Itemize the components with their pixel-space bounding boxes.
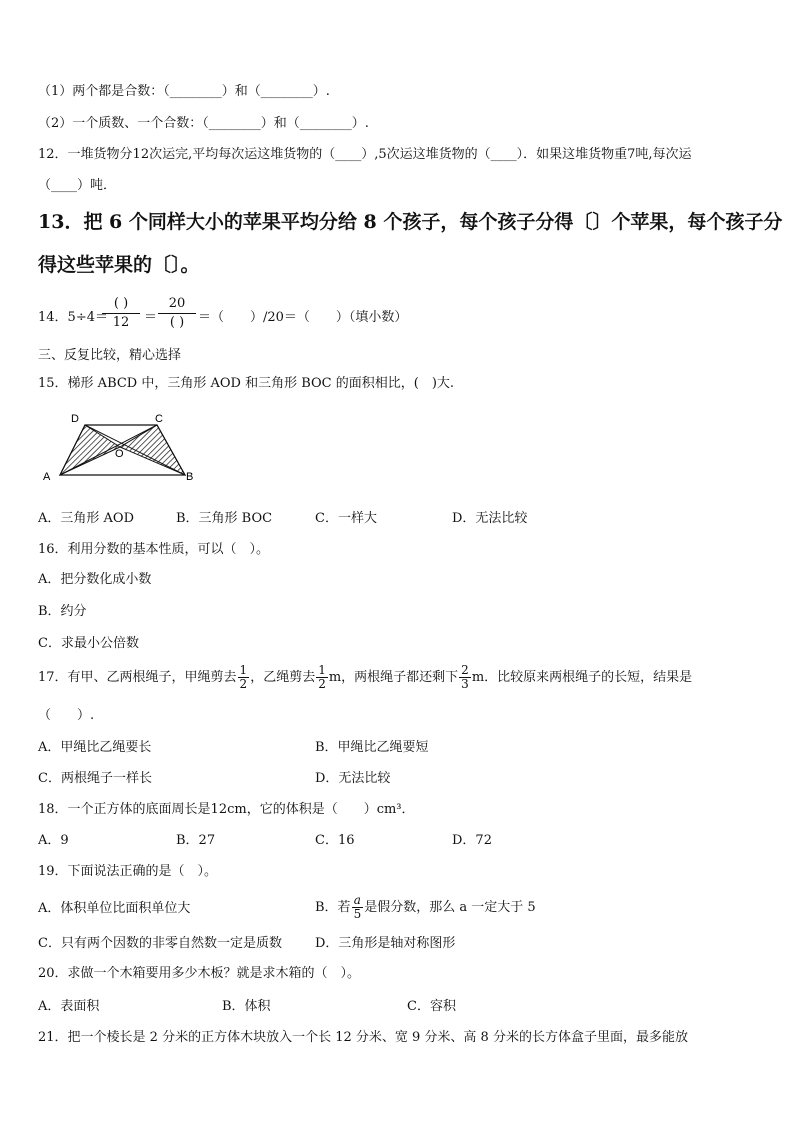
q17-part-1: 17．有甲、乙两根绳子，甲绳剪去	[38, 670, 237, 685]
label-b: B	[186, 471, 194, 483]
q19-option-d: D．三角形是轴对称图形	[315, 936, 456, 951]
q18-option-d: D．72	[452, 833, 492, 848]
q14-f2-numerator: 20	[168, 296, 186, 311]
q19-option-b	[315, 892, 536, 924]
q17-f3-den: 3	[461, 677, 469, 691]
q14-f1-numerator: ( )	[113, 296, 129, 311]
q17-option-b: B．甲绳比乙绳要短	[315, 740, 429, 755]
q14-equals: ＝	[144, 310, 158, 325]
question-19: 19．下面说法正确的是（ ）。	[38, 864, 218, 879]
q17-fraction-3	[459, 664, 471, 691]
q19-b-pre: B．若	[315, 900, 351, 915]
q17-f3-num: 2	[461, 663, 469, 677]
q16-option-c: C．求最小公倍数	[38, 636, 139, 651]
q19-frac-den: 5	[353, 907, 362, 921]
label-c: C	[155, 413, 163, 425]
q17-option-a: A．甲绳比乙绳要长	[38, 740, 152, 755]
q14-tail: ＝（ ）/20＝（ ）（填小数）	[198, 310, 408, 325]
q17-fraction-1	[238, 664, 250, 691]
q16-option-b: B．约分	[38, 604, 87, 619]
q17-f2-den: 2	[318, 677, 326, 691]
line-2: （2）一个质数、一个合数：（________）和（________）.	[38, 116, 369, 131]
label-d: D	[71, 413, 79, 425]
question-12-line-2: （____）吨．	[38, 178, 117, 193]
q14-f2-denominator: ( )	[158, 313, 196, 332]
q14-fraction-1	[102, 295, 140, 332]
q17-f1-den: 2	[239, 677, 248, 691]
triangle-boc	[120, 425, 185, 475]
q17-f1-num: 1	[239, 663, 248, 677]
triangle-aod	[60, 425, 120, 475]
q17-part-3: m，两根绳子都还剩下	[328, 670, 459, 685]
q14-fraction-2	[158, 295, 196, 332]
q15-option-b: B．三角形 BOC	[176, 511, 273, 526]
q17-part-4: m．比较原来两根绳子的长短，结果是	[471, 670, 693, 685]
section-3-heading: 三、反复比较，精心选择	[38, 348, 182, 363]
line-1: （1）两个都是合数：（________）和（________）.	[38, 84, 330, 99]
question-17-line-1	[38, 662, 692, 694]
q15-option-c: C．一样大	[315, 511, 377, 526]
q20-option-c: C．容积	[407, 999, 456, 1014]
q20-option-b: B．体积	[222, 999, 271, 1014]
label-a: A	[43, 471, 51, 483]
q16-option-a: A．把分数化成小数	[38, 572, 152, 587]
question-15: 15．梯形 ABCD 中，三角形 AOD 和三角形 BOC 的面积相比，( )大.	[38, 376, 455, 391]
question-12-line-1: 12．一堆货物分12次运完,平均每次运这堆货物的（____）,5次运这堆货物的（____）．如果这堆货物重7吨,每次运	[38, 147, 692, 162]
trapezoid-diagram	[40, 410, 200, 486]
q19-option-c: C．只有两个因数的非零自然数一定是质数	[38, 936, 282, 951]
q17-option-c: C．两根绳子一样长	[38, 771, 152, 786]
q17-fraction-2	[316, 664, 328, 691]
q19-b-post: 是假分数，那么 a 一定大于 5	[364, 900, 536, 915]
label-o: O	[115, 448, 124, 460]
q17-part-2: ，乙绳剪去	[250, 670, 316, 685]
question-17-line-2: （ ）.	[38, 708, 95, 723]
question-16: 16．利用分数的基本性质，可以（ ）。	[38, 542, 270, 557]
q18-option-b: B．27	[176, 833, 216, 848]
q17-option-d: D．无法比较	[315, 771, 391, 786]
q19-fraction	[352, 894, 364, 921]
question-13-line-2: 得这些苹果的〔〕。	[38, 254, 200, 276]
q14-f1-denominator: 12	[102, 313, 140, 332]
q19-option-a: A．体积单位比面积单位大	[38, 901, 191, 916]
q20-option-a: A．表面积	[38, 999, 100, 1014]
q18-option-c: C．16	[315, 833, 355, 848]
question-18: 18．一个正方体的底面周长是12cm，它的体积是（ ）cm³．	[38, 802, 415, 817]
q17-f2-num: 1	[318, 663, 326, 677]
q19-frac-num: a	[352, 894, 364, 908]
q15-option-d: D．无法比较	[452, 511, 528, 526]
question-20: 20．求做一个木箱要用多少木板？就是求木箱的（ ）。	[38, 966, 361, 981]
question-13-line-1: 13．把 6 个同样大小的苹果平均分给 8 个孩子，每个孩子分得〔〕个苹果，每个孩子分	[38, 211, 783, 233]
q18-option-a: A．9	[38, 833, 69, 848]
question-21: 21．把一个棱长是 2 分米的正方体木块放入一个长 12 分米、宽 9 分米、高 8 分米的长方体盒子里面，最多能放	[38, 1030, 688, 1045]
q15-option-a: A．三角形 AOD	[38, 511, 134, 526]
q14-lead: 14．5÷4＝	[38, 310, 108, 325]
